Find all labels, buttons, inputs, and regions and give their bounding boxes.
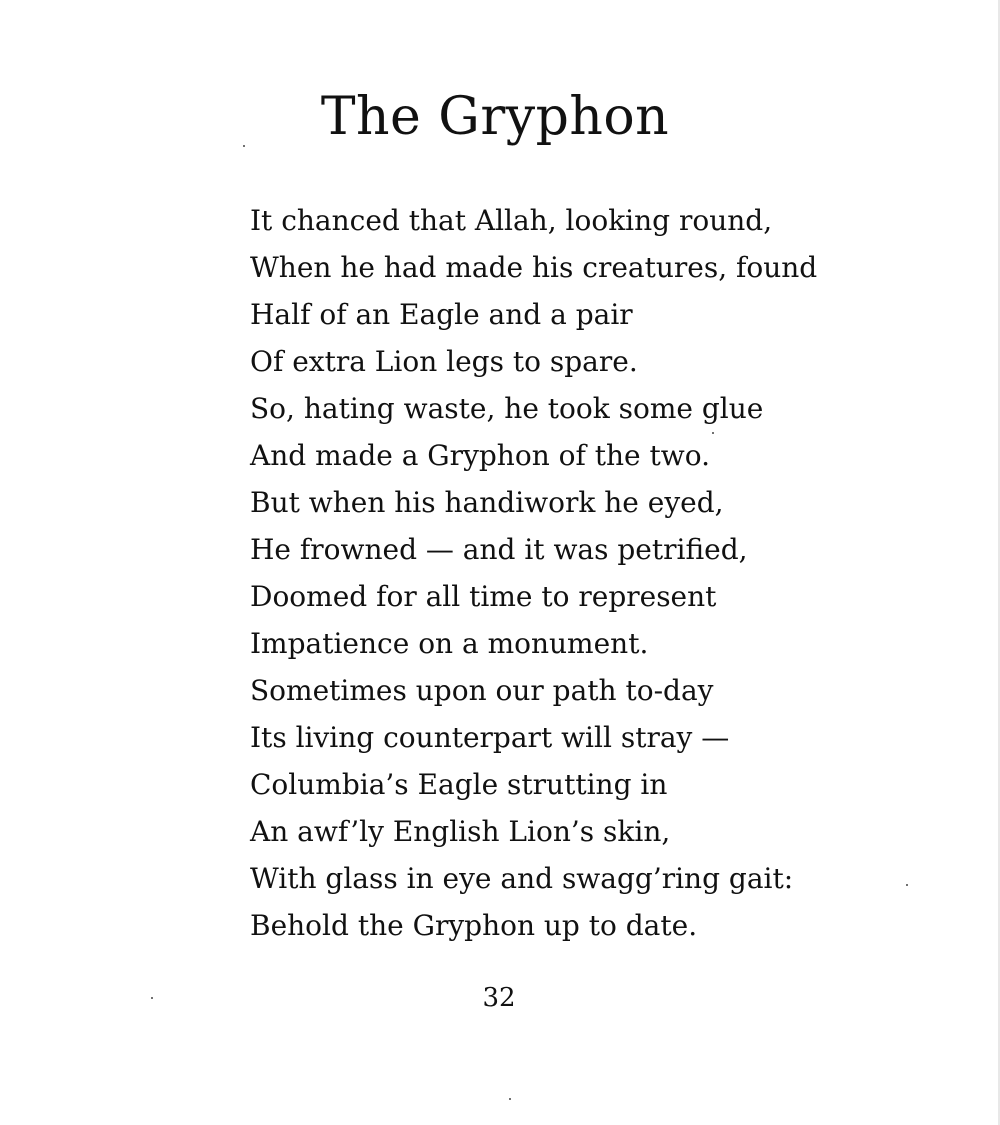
- poem-line: But when his handiwork he eyed,: [250, 486, 724, 519]
- poem-line: He frowned — and it was petrified,: [250, 533, 748, 566]
- scan-speck: [906, 884, 908, 886]
- page-number: 32: [482, 983, 516, 1013]
- scan-speck: [712, 432, 714, 434]
- poem-line: Half of an Eagle and a pair: [250, 298, 633, 331]
- poem-line: Doomed for all time to represent: [250, 580, 717, 613]
- scan-speck: [243, 145, 245, 147]
- poem-line: With glass in eye and swagg’ring gait:: [250, 862, 794, 895]
- poem-line: Behold the Gryphon up to date.: [250, 909, 698, 942]
- poem-line: It chanced that Allah, looking round,: [250, 204, 773, 237]
- poem-line: An awf’ly English Lion’s skin,: [250, 815, 671, 848]
- poem-line: Sometimes upon our path to-day: [250, 674, 714, 707]
- poem-line: Its living counterpart will stray —: [250, 721, 730, 754]
- poem-title: The Gryphon: [320, 87, 670, 147]
- scan-speck: [509, 1098, 511, 1100]
- poem-line: So, hating waste, he took some glue: [250, 392, 764, 425]
- scan-speck: [151, 997, 153, 999]
- poem-line: Of extra Lion legs to spare.: [250, 345, 638, 378]
- poem-line: Impatience on a monument.: [250, 627, 649, 660]
- poem-line: Columbia’s Eagle strutting in: [250, 768, 668, 801]
- poem-body: [250, 197, 817, 949]
- poem-line: When he had made his creatures, found: [250, 251, 818, 284]
- poem-line: And made a Gryphon of the two.: [250, 439, 710, 472]
